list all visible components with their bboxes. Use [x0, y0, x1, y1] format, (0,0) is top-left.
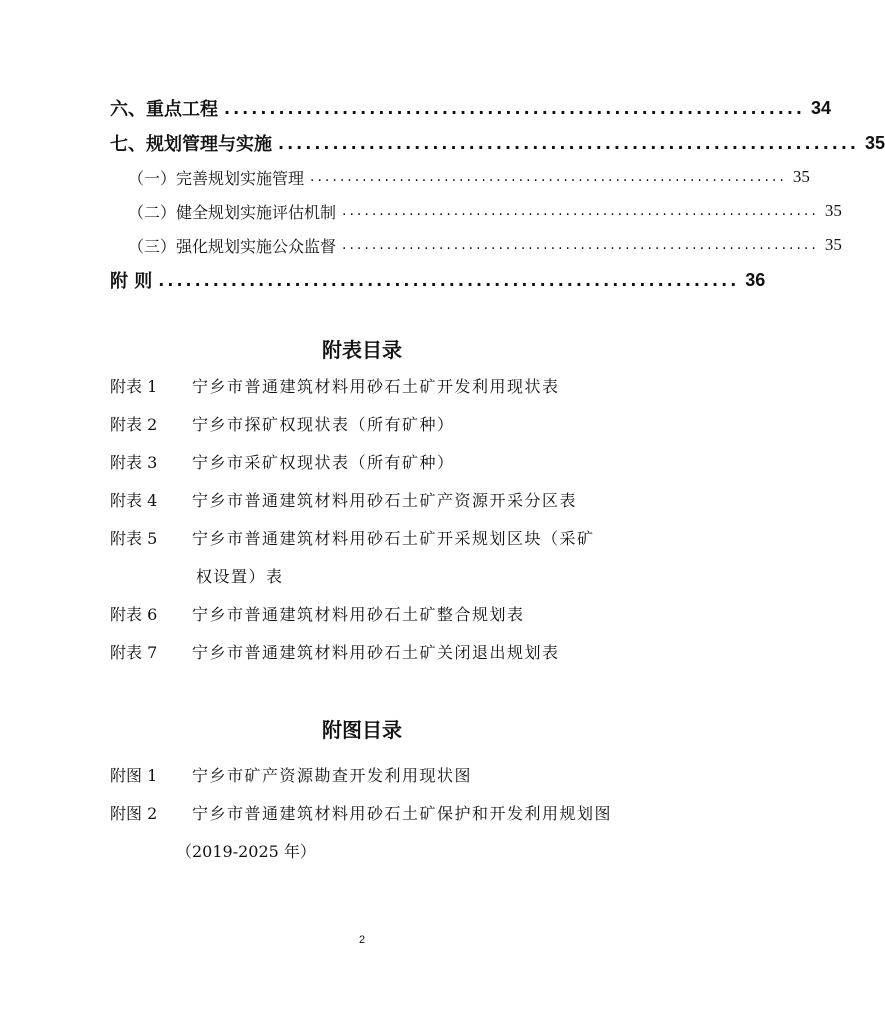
toc-subentry-3[interactable]	[128, 230, 842, 260]
toc-leader-dots: ................................................................	[158, 270, 740, 290]
toc-entry-key-projects[interactable]	[110, 93, 832, 123]
toc-leader-dots: ................................................................	[342, 237, 819, 253]
toc-entry-page: 36	[745, 269, 766, 290]
toc-entry-title: 附 则	[110, 271, 153, 292]
toc-subentry-2[interactable]	[128, 196, 842, 226]
table-title-continuation: 权设置）表	[196, 567, 284, 586]
figure-title: 宁乡市普通建筑材料用砂石土矿保护和开发利用规划图	[192, 804, 613, 823]
table-title: 宁乡市普通建筑材料用砂石土矿开发利用现状表	[192, 377, 560, 396]
toc-entry-title: 六、重点工程	[110, 99, 218, 120]
toc-leader-dots: ................................................................	[278, 133, 859, 153]
toc-leader-dots: ................................................................	[342, 203, 819, 219]
table-label: 附表 2	[110, 415, 158, 434]
toc-entry-appendix[interactable]	[110, 265, 766, 295]
toc-entry-page: 35	[824, 235, 842, 254]
figure-title: 宁乡市矿产资源勘查开发利用现状图	[192, 766, 473, 785]
table-title: 宁乡市普通建筑材料用砂石土矿整合规划表	[192, 605, 525, 624]
table-title: 宁乡市普通建筑材料用砂石土矿开采规划区块（采矿	[192, 529, 595, 548]
tables-list-heading: 附表目录	[322, 338, 402, 362]
toc-entry-planning-management[interactable]	[110, 128, 885, 158]
toc-entry-page: 35	[865, 132, 885, 153]
table-title: 宁乡市采矿权现状表（所有矿种）	[192, 453, 455, 472]
toc-entry-title: （一）完善规划实施管理	[128, 168, 305, 188]
table-label: 附表 4	[110, 491, 158, 510]
table-label: 附表 3	[110, 453, 158, 472]
toc-entry-page: 35	[792, 167, 810, 186]
table-label: 附表 7	[110, 643, 158, 662]
table-title: 宁乡市探矿权现状表（所有矿种）	[192, 415, 455, 434]
table-label: 附表 6	[110, 605, 158, 624]
table-title: 宁乡市普通建筑材料用砂石土矿关闭退出规划表	[192, 643, 560, 662]
page-number: 2	[358, 934, 366, 946]
figure-title-continuation: （2019-2025 年）	[176, 842, 316, 861]
toc-entry-page: 34	[811, 97, 832, 118]
figure-label: 附图 2	[110, 804, 158, 823]
figure-label: 附图 1	[110, 766, 158, 785]
table-label: 附表 1	[110, 377, 158, 396]
toc-entry-title: （三）强化规划实施公众监督	[128, 236, 337, 256]
toc-leader-dots: ................................................................	[310, 169, 787, 185]
figures-list-heading: 附图目录	[322, 718, 402, 742]
table-title: 宁乡市普通建筑材料用砂石土矿产资源开采分区表	[192, 491, 578, 510]
table-label: 附表 5	[110, 529, 158, 548]
toc-subentry-1[interactable]	[128, 162, 810, 192]
toc-entry-page: 35	[824, 201, 842, 220]
toc-entry-title: 七、规划管理与实施	[110, 134, 272, 155]
toc-leader-dots: ................................................................	[224, 98, 805, 118]
toc-entry-title: （二）健全规划实施评估机制	[128, 202, 337, 222]
